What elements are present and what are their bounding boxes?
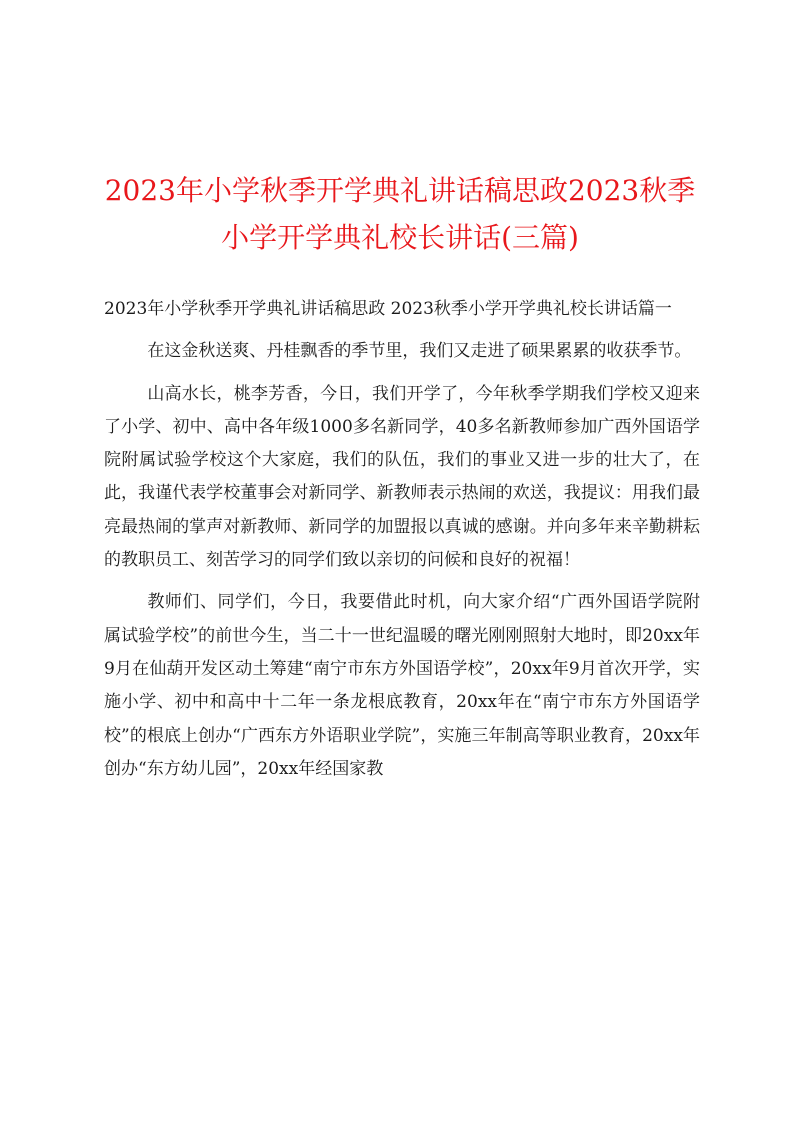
paragraph: 山高水长，桃李芳香，今日，我们开学了，今年秋季学期我们学校又迎来了小学、初中、高中各年级1000多名新同学，40多名新教师参加广西外国语学院附属试验学校这个大家庭，我们的队伍，我们的事业又进一步的壮大了，在此，我谨代表学校董事会对新同学、新教师表示热闹的欢送，我提议：用我们最亮最热闹的掌声对新教师、新同学的加盟报以真诚的感谢。并向多年来辛勤耕耘的教职员工、刻苦学习的同学们致以亲切的问候和良好的祝福！ [104, 383, 700, 571]
paragraph: 教师们、同学们，今日，我要借此时机，向大家介绍“广西外国语学院附属试验学校”的前世今生，当二十一世纪温暖的曙光刚刚照射大地时，即20xx年9月在仙葫开发区动土筹建“南宁市东方外国语学校”，20xx年9月首次开学，实施小学、初中和高中十二年一条龙根底教育，20xx年在“南宁市东方外国语学校”的根底上创办“广西东方外语职业学院”，实施三年制高等职业教育，20xx年创办“东方幼儿园”，20xx年经国家教 [104, 592, 700, 779]
document-body [104, 293, 700, 795]
paragraph-heading-line: 2023年小学秋季开学典礼讲话稿思政 2023秋季小学开学典礼校长讲话篇一 [104, 299, 672, 319]
document-title: 2023年小学秋季开学典礼讲话稿思政2023秋季小学开学典礼校长讲话(三篇) [104, 174, 696, 254]
paragraph: 在这金秋送爽、丹桂飘香的季节里，我们又走进了硕果累累的收获季节。 [147, 341, 692, 362]
